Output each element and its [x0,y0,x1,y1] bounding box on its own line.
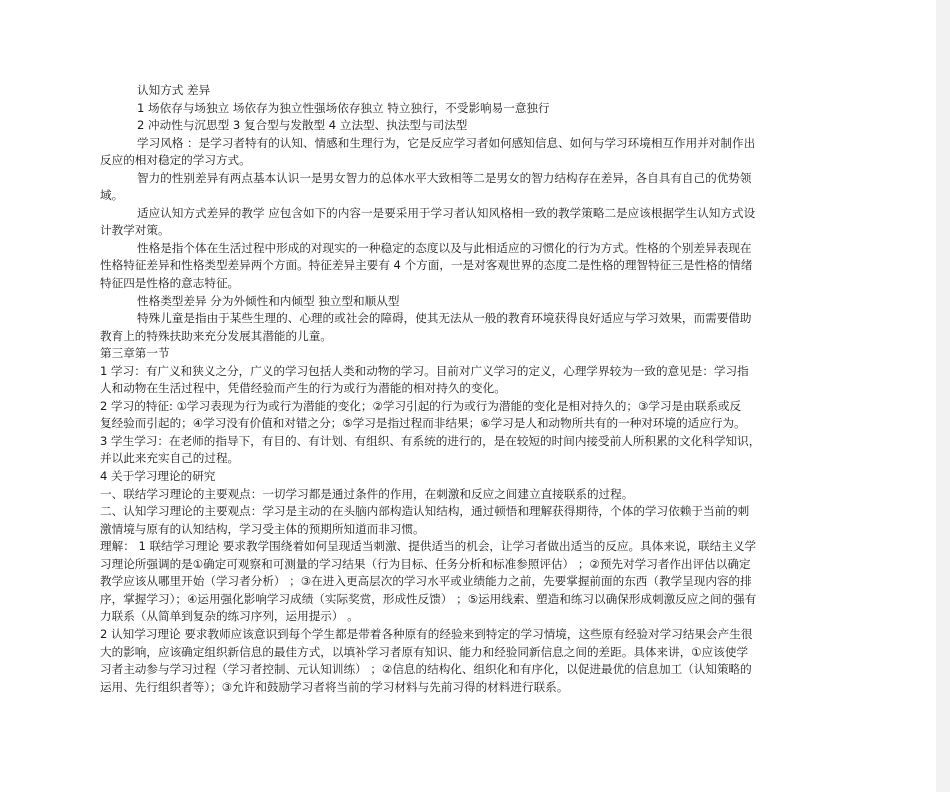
text-line: 智力的性别差异有两点基本认识一是男女智力的总体水平大致相等二是男女的智力结构存在差异，各自具有自己的优势领 [137,170,752,185]
text-line: 域。 [100,188,124,203]
text-line: 学习风格 ：是学习者特有的认知、情感和生理行为，它是反应学习者如何感知信息、如何与学习环境相互作用并对制作出 [137,135,756,150]
text-line: 1 场依存与场独立 场依存为独立性强场依存独立 特立独行，不受影响易一意独行 [137,100,550,115]
page-edge [936,0,950,792]
text-line: 2 学习的特征: ①学习表现为行为或行为潜能的变化；②学习引起的行为或行为潜能的变化是相对持久的；③学习是由联系或反 [100,398,742,413]
text-line: 序，掌握学习）；④运用强化影响学习成绩（实际奖赏，形成性反馈） ；⑤运用线索、塑造和练习以确保形成刺激反应之间的强有 [100,591,757,606]
text-line: 3 学生学习：在老师的指导下，有目的、有计划、有组织、有系统的进行的，是在较短的时间内接受前人所积累的文化科学知识， [100,433,761,448]
text-line: 二、认知学习理论的主要观点：学习是主动的在头脑内部构造认知结构，通过顿悟和理解获得期待，个体的学习依赖于当前的刺 [100,504,750,519]
text-line: 复经验而引起的；④学习没有价值和对错之分；⑤学习是指过程而非结果；⑥学习是人和动物所共有的一种对环境的适应行为。 [100,416,746,431]
text-line: 4 关于学习理论的研究 [100,469,216,484]
text-line: 并以此来充实自己的过程。 [100,451,240,466]
text-line: 运用、先行组织者等）；③允许和鼓励学习者将当前的学习材料与先前习得的材料进行联系。 [100,679,569,694]
text-line: 反应的相对稳定的学习方式。 [100,153,251,168]
text-line: 教育上的特殊扶助来充分发展其潜能的儿童。 [100,328,332,343]
text-line: 第三章第一节 [100,346,170,361]
text-line: 特殊儿童是指由于某些生理的、心理的或社会的障碍，使其无法从一般的教育环境获得良好适应与学习效果，而需要借助 [137,311,752,326]
text-line: 激情境与原有的认知结构，学习受主体的预期所知道而非习惯。 [100,521,425,536]
text-line: 特征四是性格的意志特征。 [100,276,240,291]
text-line: 习理论所强调的是①确定可观察和可测量的学习结果（行为目标、任务分析和标准参照评估） ；②预先对学习者作出评估以确定 [100,556,751,571]
text-line: 性格类型差异 分为外倾性和内倾型 独立型和顺从型 [137,293,400,308]
text-line: 2 冲动性与沉思型 3 复合型与发散型 4 立法型、执法型与司法型 [137,118,468,133]
text-line: 理解： 1 联结学习理论 要求教学围绕着如何呈现适当刺激、提供适当的机会，让学习者做出适当的反应。具体来说，联结主义学 [100,539,757,554]
text-line: 计教学对策。 [100,223,170,238]
text-line: 一、联结学习理论的主要观点：一切学习都是通过条件的作用，在刺激和反应之间建立直接联系的过程。 [100,486,634,501]
text-line: 人和动物在生活过程中，凭借经验而产生的行为或行为潜能的相对持久的变化。 [100,381,506,396]
document-body [100,82,832,696]
text-line: 性格特征差异和性格类型差异两个方面。特征差异主要有 4 个方面，一是对客观世界的态度二是性格的理智特征三是性格的情绪 [100,258,753,273]
text-line: 适应认知方式差异的教学 应包含如下的内容一是要采用于学习者认知风格相一致的教学策略二是应该根据学生认知方式设 [137,205,756,220]
text-line: 力联系（从简单到复杂的练习序列，运用提示） 。 [100,609,359,624]
text-line: 教学应该从哪里开始（学习者分析） ；③在进入更高层次的学习水平或业绩能力之前，先要掌握前面的东西（教学呈现内容的排 [100,574,752,589]
text-line: 性格是指个体在生活过程中形成的对现实的一种稳定的态度以及与此相适应的习惯化的行为方式。性格的个别差异表现在 [137,240,752,255]
text-line: 认知方式 差异 [137,83,211,97]
text-line: 大的影响，应该确定组织新信息的最佳方式，以填补学习者原有知识、能力和经验同新信息之间的差距。具体来讲，①应该使学 [100,644,749,659]
text-line: 1 学习：有广义和狭义之分，广义的学习包括人类和动物的学习。目前对广义学习的定义，心理学界较为一致的意见是：学习指 [100,363,749,378]
text-line: 2 认知学习理论 要求教师应该意识到每个学生都是带着各种原有的经验来到特定的学习情境，这些原有经验对学习结果会产生很 [100,626,753,641]
text-line: 习者主动参与学习过程（学习者控制、元认知训练） ；②信息的结构化、组织化和有序化，以促进最优的信息加工（认知策略的 [100,662,752,677]
